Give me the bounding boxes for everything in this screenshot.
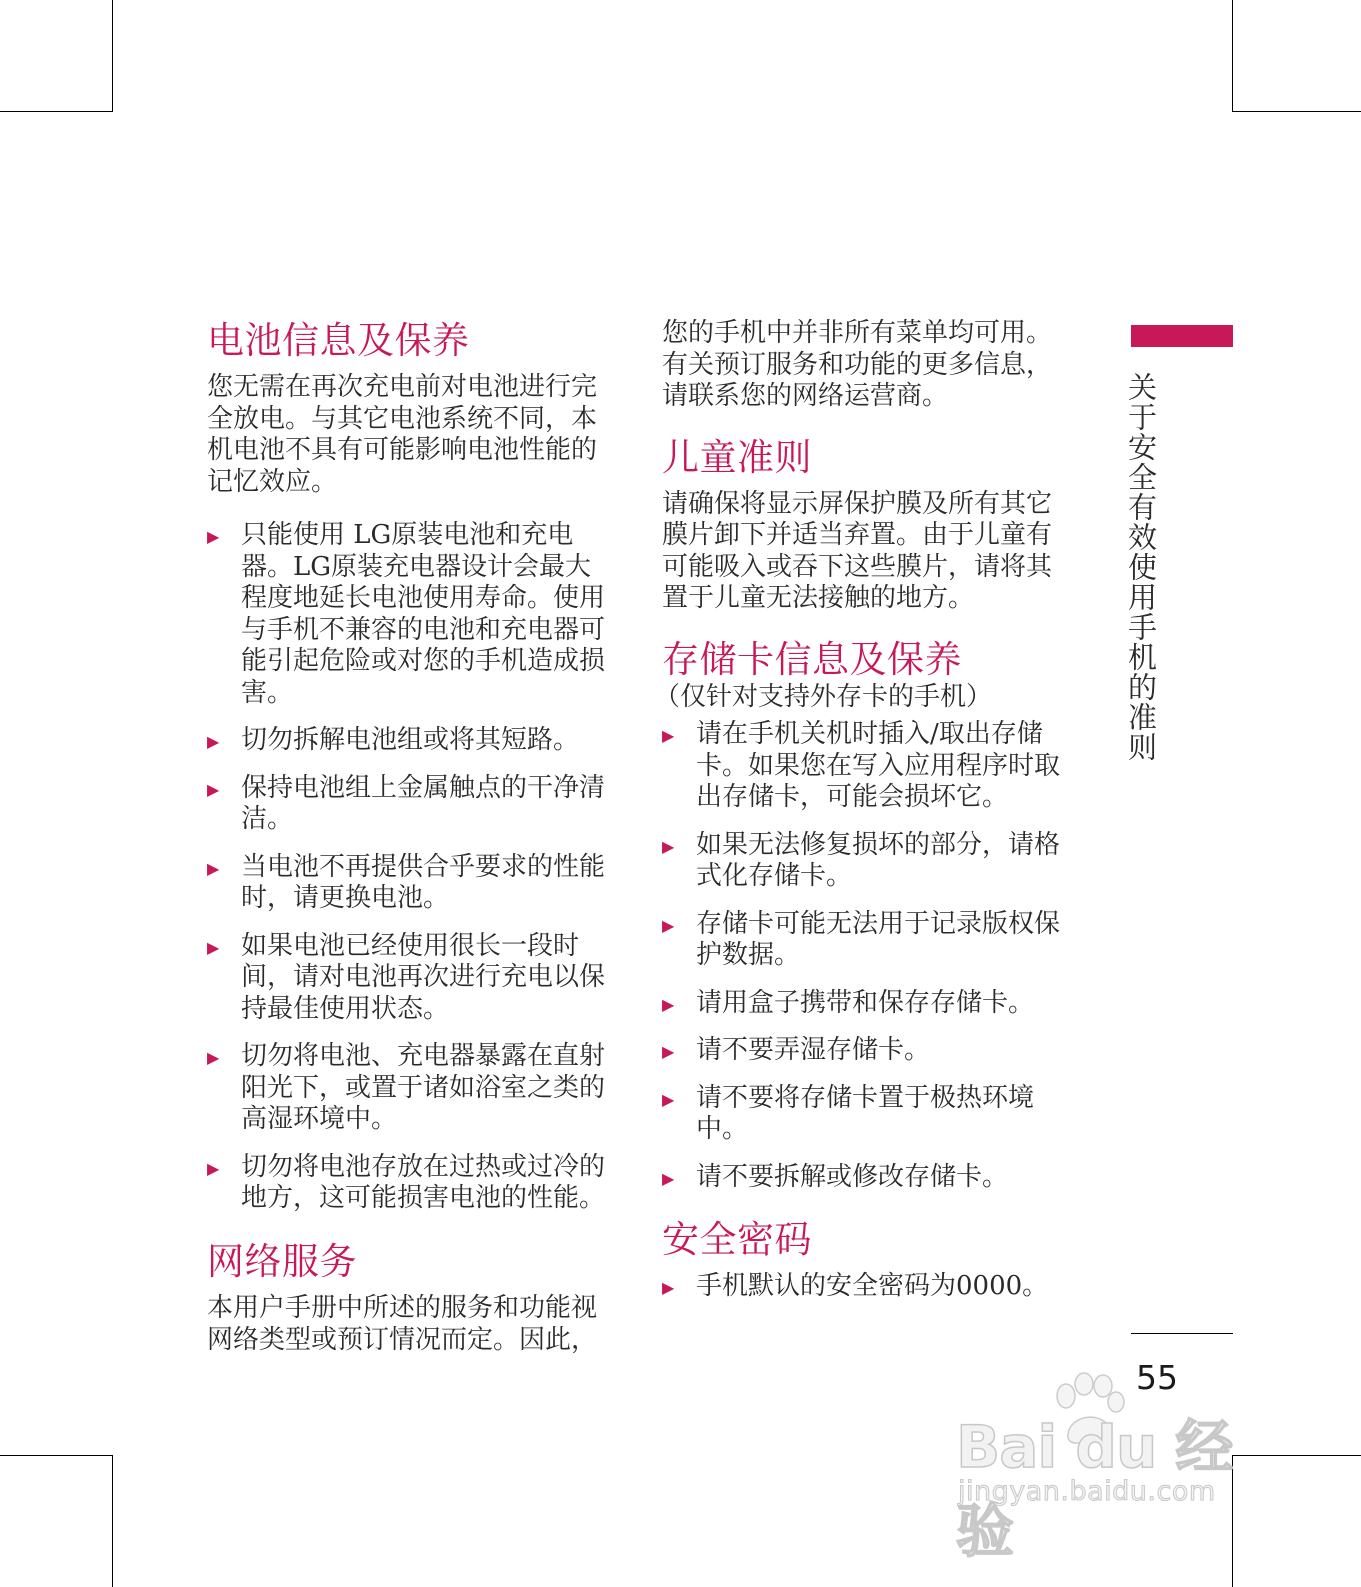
bullet-triangle-icon: ▶ (662, 915, 675, 935)
children-text: 请确保将显示屏保护膜及所有其它膜片卸下并适当弃置。由于儿童有可能吸入或吞下这些膜片，请将其置于儿童无法接触的地方。 (662, 488, 1053, 614)
crop-mark-top-right-h (1232, 111, 1361, 112)
list-item-text: 请不要弄湿存储卡。 (696, 1035, 931, 1065)
page-number-rule (1131, 1333, 1233, 1334)
list-item (207, 520, 607, 709)
crop-mark-top-right-v (1232, 0, 1233, 112)
bullet-triangle-icon: ▶ (662, 994, 675, 1014)
list-item (207, 725, 607, 757)
list-item (207, 1041, 607, 1136)
security-bullet-list (662, 1271, 1062, 1303)
list-item-text: 只能使用 LG原装电池和充电器。LG原装充电器设计会最大程度地延长电池使用寿命。使用与手机不兼容的电池和充电器可能引起危险或对您的手机造成损害。 (241, 520, 606, 708)
bullet-triangle-icon: ▶ (207, 1048, 220, 1068)
battery-bullet-list (207, 520, 607, 1215)
list-item-text: 手机默认的安全密码为0000。 (696, 1271, 1049, 1302)
memory-card-heading: 存储卡信息及保养 (662, 637, 962, 681)
list-item (207, 1152, 607, 1215)
bullet-triangle-icon: ▶ (207, 527, 220, 547)
crop-mark-top-left-h (0, 111, 113, 112)
watermark-url: jingyan.baidu.com (958, 1476, 1216, 1507)
list-item-text: 请在手机关机时插入/取出存储卡。如果您在写入应用程序时取出存储卡，可能会损坏它。 (696, 719, 1061, 812)
list-item-text: 请不要拆解或修改存储卡。 (696, 1161, 1009, 1192)
battery-intro: 您无需在再次充电前对电池进行完全放电。与其它电池系统不同，本机电池不具有可能影响电池性能的记忆效应。 (207, 372, 598, 497)
sidebar-title: 关于安全有效使用手机的准则 (1124, 372, 1158, 762)
list-item-text: 保持电池组上金属触点的干净清洁。 (241, 772, 606, 835)
network-continued-text: 您的手机中并非所有菜单均可用。有关预订服务和功能的更多信息，请联系您的网络运营商。 (662, 318, 1053, 411)
sidebar-accent-bar (1131, 325, 1233, 347)
bullet-triangle-icon: ▶ (207, 937, 220, 957)
list-item (662, 909, 1062, 972)
list-item-text: 请用盒子携带和保存存储卡。 (696, 987, 1035, 1018)
memory-card-bullet-list (662, 719, 1062, 1193)
bullet-triangle-icon: ▶ (662, 1168, 675, 1188)
crop-mark-top-left-v (112, 0, 113, 112)
list-item-text: 存储卡可能无法用于记录版权保护数据。 (696, 908, 1061, 970)
list-item-text: 切勿将电池存放在过热或过冷的地方，这可能损害电池的性能。 (241, 1151, 606, 1214)
list-item (662, 719, 1062, 814)
list-item (207, 773, 607, 836)
list-item-text: 请不要将存储卡置于极热环境中。 (696, 1082, 1035, 1144)
bullet-triangle-icon: ▶ (207, 858, 220, 878)
crop-mark-bottom-left-h (0, 1455, 113, 1456)
list-item-text: 切勿将电池、充电器暴露在直射阳光下，或置于诸如浴室之类的高湿环境中。 (241, 1041, 606, 1135)
bullet-triangle-icon: ▶ (662, 726, 675, 745)
network-heading: 网络服务 (207, 1239, 357, 1283)
bullet-triangle-icon: ▶ (662, 1042, 675, 1061)
page-number: 55 (1136, 1358, 1178, 1397)
list-item (662, 988, 1062, 1020)
list-item (662, 1162, 1062, 1194)
list-item-text: 切勿拆解电池组或将其短路。 (241, 725, 580, 756)
bullet-triangle-icon: ▶ (207, 1158, 220, 1178)
list-item (662, 1035, 1062, 1067)
network-text: 本用户手册中所述的服务和功能视网络类型或预订情况而定。因此， (207, 1293, 598, 1355)
list-item (207, 852, 607, 915)
list-item (207, 931, 607, 1026)
security-heading: 安全密码 (662, 1218, 812, 1261)
bullet-triangle-icon: ▶ (207, 779, 220, 799)
baidu-watermark (956, 1372, 1266, 1565)
memory-card-subtitle: （仅针对支持外存卡的手机） (654, 682, 993, 712)
list-item (662, 1271, 1062, 1303)
right-column (654, 318, 1062, 1327)
watermark-logo: Bai du 经验 (956, 1413, 1233, 1565)
list-item-text: 如果电池已经使用很长一段时间，请对电池再次进行充电以保持最佳使用状态。 (241, 930, 606, 1024)
list-item-text: 如果无法修复损坏的部分，请格式化存储卡。 (696, 829, 1061, 891)
left-column (207, 318, 607, 1378)
bullet-triangle-icon: ▶ (207, 732, 220, 752)
list-item (662, 830, 1062, 893)
crop-mark-bottom-left-v (112, 1455, 113, 1587)
battery-heading: 电池信息及保养 (207, 319, 470, 362)
children-heading: 儿童准则 (662, 435, 812, 479)
bullet-triangle-icon: ▶ (662, 1089, 675, 1109)
bullet-triangle-icon: ▶ (662, 1278, 675, 1298)
list-item (662, 1083, 1062, 1146)
list-item-text: 当电池不再提供合乎要求的性能时，请更换电池。 (241, 851, 606, 914)
bullet-triangle-icon: ▶ (662, 836, 675, 856)
